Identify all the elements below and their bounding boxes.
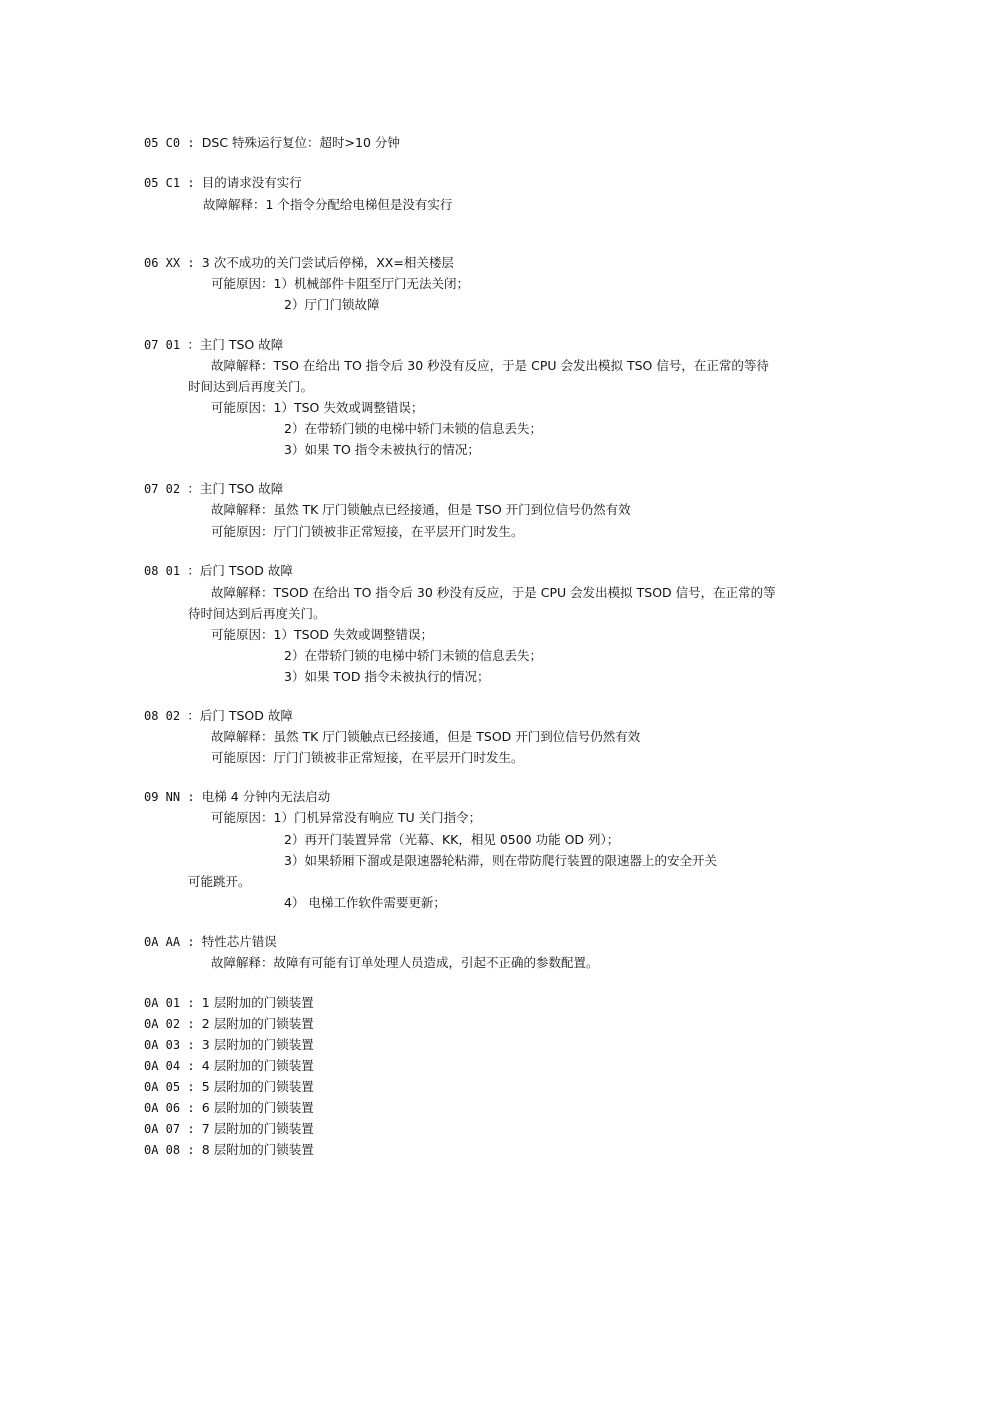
fault-code-entry xyxy=(144,1037,314,1053)
fault-text: 可能原因：1）机械部件卡阻至厅门无法关闭； xyxy=(211,276,469,291)
fault-detail-line xyxy=(284,421,542,437)
fault-code-entry xyxy=(144,175,302,191)
fault-text: 电梯 4 分钟内无法启动 xyxy=(201,789,331,804)
fault-detail-line xyxy=(211,750,524,766)
fault-text: 可能原因：1）TSO 失效或调整错误； xyxy=(211,400,424,415)
fault-code-entry xyxy=(144,934,277,950)
fault-text: 3）如果 TO 指令未被执行的情况； xyxy=(284,442,480,457)
fault-text: 2）在带轿门锁的电梯中轿门未锁的信息丢失； xyxy=(284,421,542,436)
fault-detail-line xyxy=(211,729,640,745)
fault-code-entry xyxy=(144,1100,314,1116)
fault-detail-line xyxy=(284,895,446,911)
fault-text: 可能原因：厅门门锁被非正常短接，在平层开门时发生。 xyxy=(211,750,524,765)
fault-detail-line xyxy=(211,276,469,292)
fault-text: 1 层附加的门锁装置 xyxy=(201,995,314,1010)
fault-code-entry xyxy=(144,1121,314,1137)
fault-code-entry xyxy=(144,135,400,151)
fault-code: 05 C1 : xyxy=(144,176,202,190)
fault-code: 09 NN : xyxy=(144,790,202,804)
fault-code: 08 01 xyxy=(144,564,188,578)
fault-detail-line xyxy=(203,197,452,213)
fault-text: 3）如果轿厢下溜或是限速器轮粘滞，则在带防爬行装置的限速器上的安全开关 xyxy=(284,853,717,868)
fault-code: 0A 01 : xyxy=(144,996,202,1010)
fault-detail-line xyxy=(211,585,776,601)
fault-code-entry xyxy=(144,1058,314,1074)
fault-code: 0A 08 : xyxy=(144,1143,202,1157)
fault-text: 2）再开门装置异常（光幕、KK，相见 0500 功能 OD 列）； xyxy=(284,832,620,847)
fault-code: 0A 03 : xyxy=(144,1038,202,1052)
fault-detail-line xyxy=(211,627,433,643)
fault-detail-line xyxy=(284,442,480,458)
fault-text: 故障解释：TSO 在给出 TO 指令后 30 秒没有反应，于是 CPU 会发出模拟 TSO 信号，在正常的等待 xyxy=(211,358,769,373)
fault-code-entry xyxy=(144,1016,314,1032)
fault-text: 2 层附加的门锁装置 xyxy=(201,1016,314,1031)
fault-text: 可能原因：1）门机异常没有响应 TU 关门指令； xyxy=(211,810,482,825)
fault-code: 0A AA : xyxy=(144,935,202,949)
fault-text: 时间达到后再度关门。 xyxy=(188,379,314,394)
fault-code-entry xyxy=(144,255,454,271)
fault-code-entry xyxy=(144,481,283,497)
fault-detail-line xyxy=(188,874,251,890)
fault-text: 可能原因：1）TSOD 失效或调整错误； xyxy=(211,627,433,642)
fault-text: 2）在带轿门锁的电梯中轿门未锁的信息丢失； xyxy=(284,648,542,663)
fault-detail-line xyxy=(211,524,524,540)
fault-code-entry xyxy=(144,563,293,579)
fault-code-entry xyxy=(144,1079,314,1095)
fault-code-entry xyxy=(144,708,293,724)
fault-text: 特性芯片错误 xyxy=(201,934,277,949)
fault-detail-line xyxy=(284,832,619,848)
fault-text: ：后门 TSOD 故障 xyxy=(187,708,293,723)
fault-text: 故障解释：虽然 TK 厅门锁触点已经接通，但是 TSOD 开门到位信号仍然有效 xyxy=(211,729,641,744)
fault-detail-line xyxy=(211,955,599,971)
fault-text: 3）如果 TOD 指令未被执行的情况； xyxy=(284,669,490,684)
fault-text: 可能原因：厅门门锁被非正常短接，在平层开门时发生。 xyxy=(211,524,524,539)
fault-detail-line xyxy=(211,358,769,374)
fault-text: ：主门 TSO 故障 xyxy=(187,481,284,496)
fault-detail-line xyxy=(211,502,631,518)
fault-text: 3 次不成功的关门尝试后停梯，XX=相关楼层 xyxy=(201,255,454,270)
fault-code: 0A 06 : xyxy=(144,1101,202,1115)
fault-text: ：后门 TSOD 故障 xyxy=(187,563,293,578)
fault-code-entry xyxy=(144,995,314,1011)
fault-detail-line xyxy=(284,853,717,869)
fault-code: 07 02 xyxy=(144,482,188,496)
fault-code: 08 02 xyxy=(144,709,188,723)
fault-text: 故障解释：故障有可能有订单处理人员造成，引起不正确的参数配置。 xyxy=(211,955,599,970)
fault-text: 4） 电梯工作软件需要更新； xyxy=(284,895,446,910)
fault-text: 4 层附加的门锁装置 xyxy=(201,1058,314,1073)
fault-detail-line xyxy=(211,810,481,826)
fault-text: 7 层附加的门锁装置 xyxy=(201,1121,314,1136)
fault-detail-line xyxy=(211,400,423,416)
fault-code: 05 C0 : xyxy=(144,136,202,150)
fault-text: 故障解释：虽然 TK 厅门锁触点已经接通，但是 TSO 开门到位信号仍然有效 xyxy=(211,502,631,517)
fault-text: 目的请求没有实行 xyxy=(201,175,302,190)
fault-text: 故障解释：TSOD 在给出 TO 指令后 30 秒没有反应，于是 CPU 会发出模拟 TSOD 信号，在正常的等 xyxy=(211,585,776,600)
fault-text: 2）厅门门锁故障 xyxy=(284,297,380,312)
fault-code: 07 01 xyxy=(144,338,188,352)
fault-code: 0A 04 : xyxy=(144,1059,202,1073)
fault-text: 5 层附加的门锁装置 xyxy=(201,1079,314,1094)
fault-code: 0A 05 : xyxy=(144,1080,202,1094)
fault-detail-line xyxy=(284,648,542,664)
fault-detail-line xyxy=(188,606,326,622)
fault-detail-line xyxy=(284,669,490,685)
fault-text: ：主门 TSO 故障 xyxy=(187,337,284,352)
fault-text: DSC 特殊运行复位：超时>10 分钟 xyxy=(201,135,400,150)
fault-code: 0A 02 : xyxy=(144,1017,202,1031)
fault-text: 待时间达到后再度关门。 xyxy=(188,606,326,621)
fault-text: 可能跳开。 xyxy=(188,874,251,889)
fault-code-entry xyxy=(144,337,283,353)
fault-text: 8 层附加的门锁装置 xyxy=(201,1142,314,1157)
fault-code: 0A 07 : xyxy=(144,1122,202,1136)
fault-code-entry xyxy=(144,1142,314,1158)
fault-text: 3 层附加的门锁装置 xyxy=(201,1037,314,1052)
fault-detail-line xyxy=(284,297,379,313)
fault-text: 故障解释：1 个指令分配给电梯但是没有实行 xyxy=(203,197,453,212)
fault-code: 06 XX : xyxy=(144,256,202,270)
fault-detail-line xyxy=(188,379,313,395)
fault-text: 6 层附加的门锁装置 xyxy=(201,1100,314,1115)
fault-code-entry xyxy=(144,789,330,805)
